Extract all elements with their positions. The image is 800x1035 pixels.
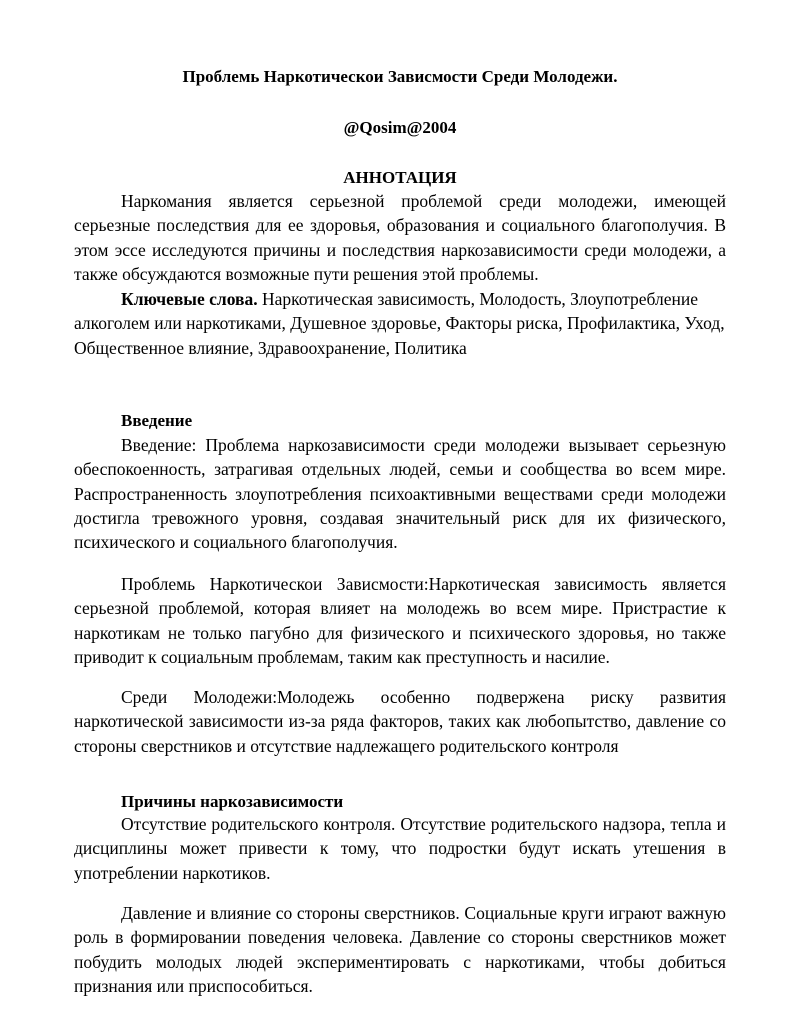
keywords-paragraph xyxy=(74,287,726,360)
document-title: Проблемь Наркотическои Зависмости Среди Молодежи. xyxy=(182,67,618,86)
intro-paragraph-2: Проблемь Наркотическои Зависмости:Наркотическая зависимость является серьезной проблемой, которая влияет на молодежь во всем мире. Пристрастие к наркотикам не только пагубно для физического и психического здоровья, но также приводит к социальным проблемам, таким как преступность и насилие. xyxy=(74,574,726,667)
intro-paragraph-3: Среди Молодежи:Молодежь особенно подвержена риску развития наркотической зависимости из-за ряда факторов, таких как любопытство, давление со стороны сверстников и отсутствие надлежащего родительского контроля xyxy=(74,687,726,756)
intro-heading: Введение xyxy=(121,411,193,430)
abstract-heading: АННОТАЦИЯ xyxy=(343,168,457,187)
causes-paragraph-2: Давление и влияние со стороны сверстников. Социальные круги играют важную роль в формировании поведения человека. Давление со стороны сверстников может побудить молодых людей экспериментировать с наркотиками, чтобы добиться признания или приспособиться. xyxy=(74,903,726,996)
causes-heading: Причины наркозависимости xyxy=(121,792,344,811)
intro-paragraph-1: Введение: Проблема наркозависимости среди молодежи вызывает серьезную обеспокоенность, затрагивая отдельных людей, семьи и сообщества во всем мире. Распространенность злоупотребления психоактивными веществами среди молодежи достигла тревожного уровня, создавая значительный риск для их физического, психического и социального благополучия. xyxy=(74,435,726,553)
causes-paragraph-1: Отсутствие родительского контроля. Отсутствие родительского надзора, тепла и дисциплины может привести к тому, что подростки будут искать утешения в употреблении наркотиков. xyxy=(74,814,726,883)
author-line: @Qosim@2004 xyxy=(343,118,457,137)
keywords-label: Ключевые слова. xyxy=(121,289,258,309)
keywords-text: Наркотическая зависимость, Молодость, Злоупотребление алкоголем или наркотиками, Душевное здоровье, Факторы риска, Профилактика, Уход, Общественное влияние, Здравоохранение, Политика xyxy=(74,289,725,358)
abstract-paragraph: Наркомания является серьезной проблемой среди молодежи, имеющей серьезные последствия для ее здоровья, образования и социального благополучия. В этом эссе исследуются причины и последствия наркозависимости среди молодежи, а также обсуждаются возможные пути решения этой проблемы. xyxy=(74,191,726,284)
